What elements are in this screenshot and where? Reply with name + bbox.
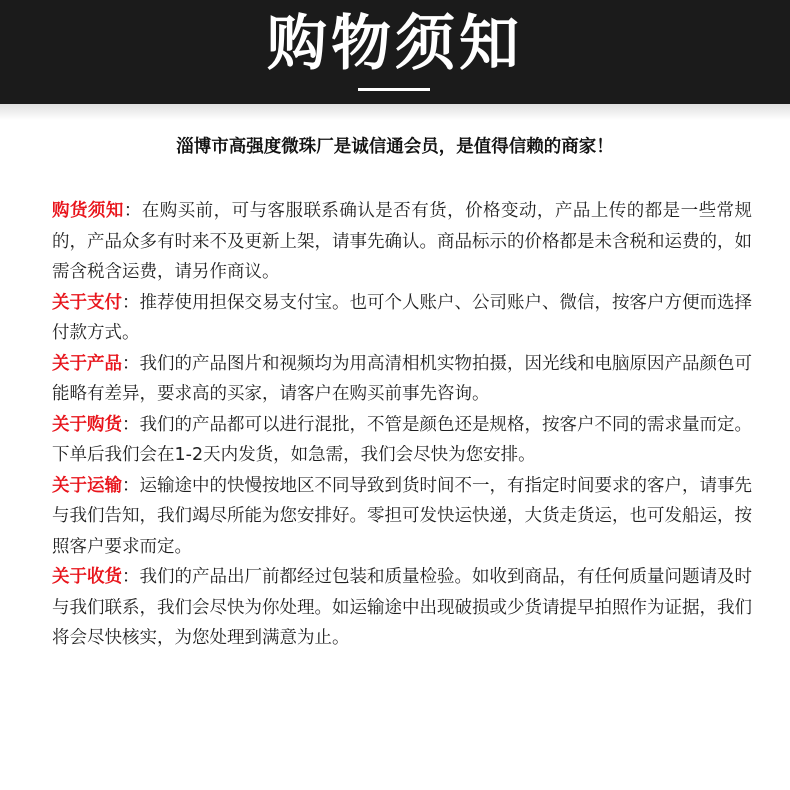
section-text: ：我们的产品出厂前都经过包装和质量检验。如收到商品，有任何质量问题请及时与我们联系，我们会尽快为你处理。如运输途中出现破损或少货请提早拍照作为证据，我们将会尽快核实，为您处理到满意为止。 [52,567,752,648]
section-receiving [52,562,752,654]
section-text: ：我们的产品都可以进行混批，不管是颜色还是规格，按客户不同的需求量而定。下单后我们会在1-2天内发货，如急需，我们会尽快为您安排。 [52,414,752,465]
page-title: 购物须知 [267,9,523,79]
header-shadow [0,104,790,120]
section-label: 关于收货 [52,567,122,587]
section-product [52,349,752,410]
section-text: ：推荐使用担保交易支付宝。也可个人账户、公司账户、微信，按客户方便而选择付款方式。 [52,292,752,343]
section-payment [52,288,752,349]
section-text: ：运输途中的快慢按地区不同导致到货时间不一，有指定时间要求的客户，请事先与我们告知，我们竭尽所能为您安排好。零担可发快运快递，大货走货运，也可发船运，按照客户要求而定。 [52,475,752,557]
section-label: 关于产品 [52,353,122,374]
section-label: 关于购货 [52,414,122,435]
store-slogan: 淄博市高强度微珠厂是诚信通会员，是值得信赖的商家！ [176,137,614,157]
header-banner [0,0,790,104]
section-label: 关于运输 [52,475,122,496]
section-ordering [52,410,752,471]
title-underline [358,88,430,91]
section-label: 购货须知 [52,201,124,221]
section-text: ：在购买前，可与客服联系确认是否有货，价格变动，产品上传的都是一些常规的，产品众多有时来不及更新上架，请事先确认。商品标示的价格都是未含税和运费的，如需含税含运费，请另作商议。 [52,201,752,282]
section-text: ：我们的产品图片和视频均为用高清相机实物拍摄，因光线和电脑原因产品颜色可能略有差异，要求高的买家，请客户在购买前事先咨询。 [52,353,752,404]
section-label: 关于支付 [52,292,122,313]
notice-content [52,196,752,654]
section-shipping [52,471,752,563]
section-purchase-notice [52,196,752,288]
